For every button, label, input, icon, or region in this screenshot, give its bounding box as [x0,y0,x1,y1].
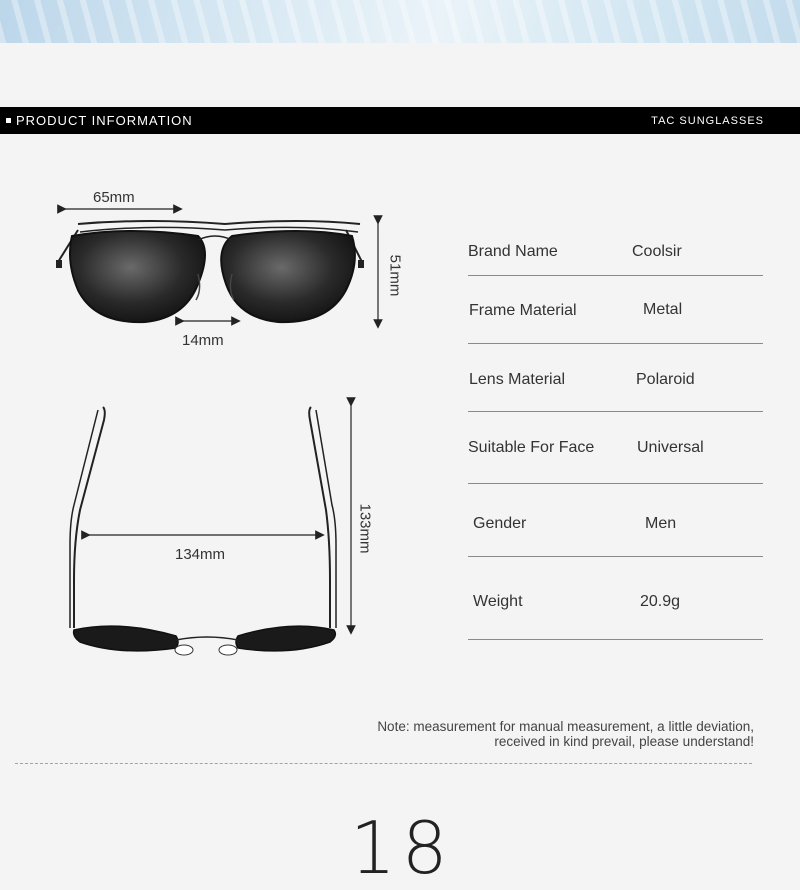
spec-label: Weight [473,593,523,610]
divider [468,411,763,412]
spec-label: Lens Material [469,371,566,388]
note-line-2: received in kind prevail, please understand! [494,734,754,749]
lens-height-label: 51mm [386,254,404,297]
divider [468,556,763,557]
spec-value: Metal [643,301,683,318]
frame-width-label: 134mm [175,546,226,563]
spec-label: Gender [473,515,527,532]
divider [468,275,763,276]
spec-value: Universal [637,439,704,456]
left-lens [70,231,205,322]
spec-value: Polaroid [636,371,695,388]
spec-label: Suitable For Face [468,439,595,456]
measurement-note [377,719,754,749]
page-number: 18 [350,806,454,890]
dashed-divider [15,763,752,764]
lens-width-label: 65mm [93,189,135,206]
top-view-glasses [70,407,336,655]
section-title: PRODUCT INFORMATION [16,113,193,128]
spec-label: Brand Name [468,243,558,260]
right-lens [221,231,355,322]
temple-length-label: 133mm [356,503,374,554]
spec-value: Men [645,515,677,532]
divider [468,639,763,640]
note-line-1: Note: measurement for manual measurement, a little deviation, [377,719,754,734]
divider [468,483,763,484]
divider [468,343,763,344]
bridge-width-label: 14mm [182,332,224,349]
spec-value: Coolsir [632,243,682,260]
spec-label: Frame Material [469,302,577,319]
spec-value: 20.9g [640,593,681,610]
front-view-glasses [56,221,364,322]
brand-label: TAC SUNGLASSES [651,115,764,127]
